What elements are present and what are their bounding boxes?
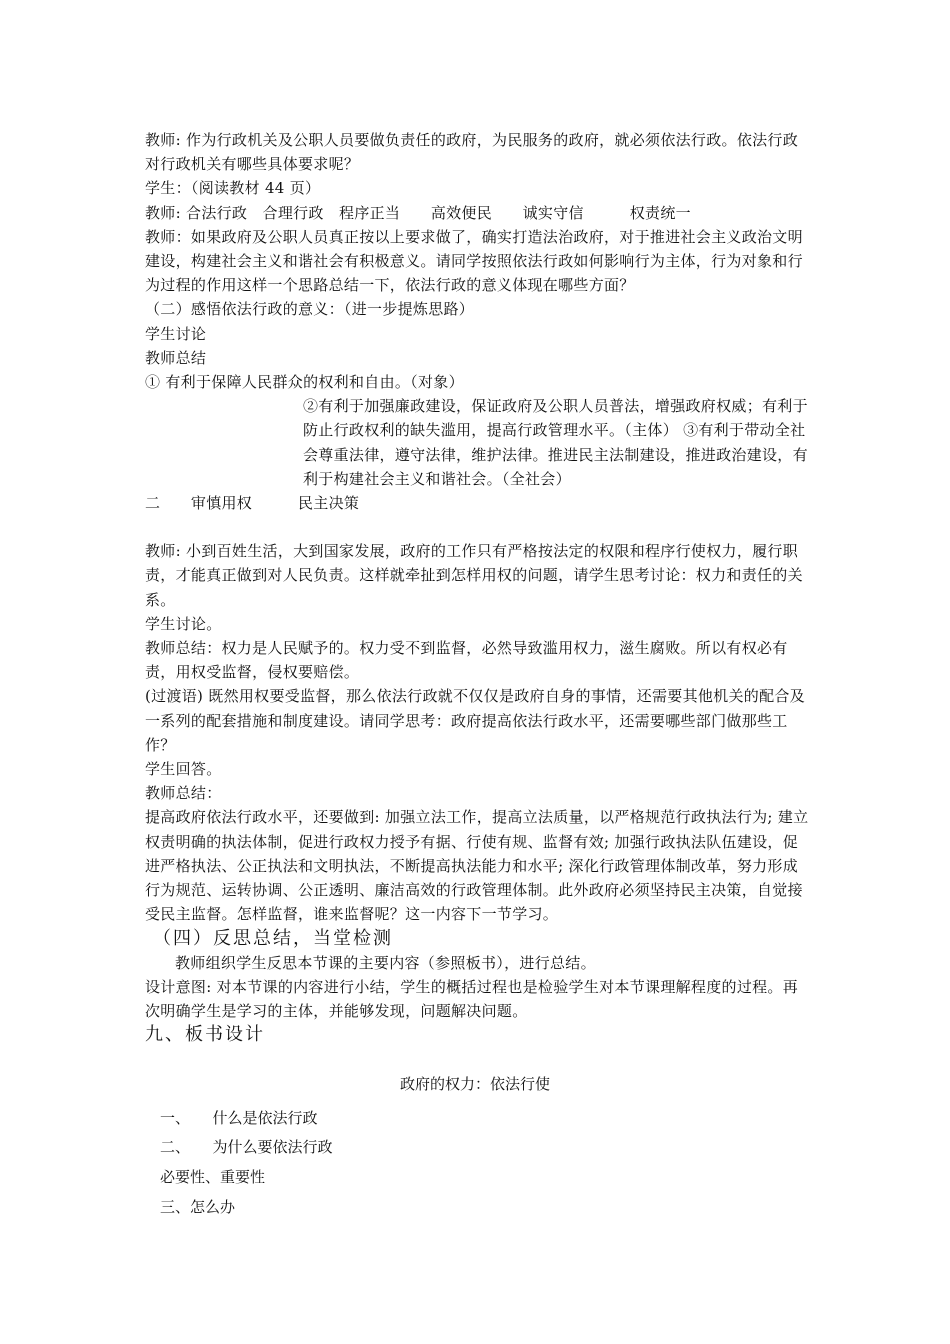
blank-line [145, 515, 810, 539]
paragraph: ②有利于加强廉政建设，保证政府及公职人员普法，增强政府权威；有利于防止行政权利的缺失滥用，提高行政管理水平。（主体） ③有利于带动全社会尊重法律，遵守法律，维护法律。推进民主法制建设，推进政治建设，有利于构建社会主义和谐社会。（全社会） [303, 397, 808, 488]
paragraph: 教师总结 [145, 348, 207, 367]
subsection-heading: （二）感悟依法行政的意义：（进一步提炼思路） [145, 300, 475, 319]
paragraph: 学生：（阅读教材 44 页） [145, 179, 321, 198]
paragraph: 教师组织学生反思本节课的主要内容（参照板书），进行总结。 [175, 953, 596, 972]
board-item: 三、怎么办 [160, 1198, 236, 1216]
paragraph: 学生讨论。 [145, 614, 222, 633]
section-heading: （四）反思总结，当堂检测 [153, 927, 393, 949]
board-item: 一、 什么是依法行政 [160, 1109, 318, 1127]
paragraph: 提高政府依法行政水平，还要做到: 加强立法工作，提高立法质量，以严格规范行政执法行为; 建立权责明确的执法体制，促进行政权力授予有据、行使有规、监督有效; 加强行政执法队伍建设，促进严格执法、公正执法和文明执法，不断提高执法能力和水平; 深化行政管理体制改革，努力形成行为规范、运转协调、公正透明、廉洁高效的行政管理体制。此外政府必须坚持民主决策，自觉接受民主监督。怎样监督，谁来监督呢？这一内容下一节学习。 [145, 808, 809, 924]
section-heading: 九、板书设计 [145, 1024, 265, 1046]
board-title: 政府的权力：依法行使 [399, 1075, 550, 1093]
paragraph: 教师: 合法行政 合理行政 程序正当 高效便民 诚实守信 权责统一 [145, 203, 691, 222]
paragraph: 教师总结： [145, 784, 222, 803]
board-item: 二、 为什么要依法行政 [160, 1138, 333, 1156]
paragraph: 学生讨论 [145, 324, 207, 343]
board-item: 必要性、重要性 [160, 1168, 266, 1186]
paragraph: 教师总结：权力是人民赋予的。权力受不到监督，必然导致滥用权力，滋生腐败。所以有权必有责，用权受监督，侵权要赔偿。 [145, 639, 788, 682]
paragraph: ① 有利于保障人民群众的权利和自由。（对象） [145, 373, 464, 392]
paragraph: 教师: 小到百姓生活，大到国家发展，政府的工作只有严格按法定的权限和程序行使权力，履行职责，才能真正做到对人民负责。这样就牵扯到怎样用权的问题，请学生思考讨论：权力和责任的关系。 [145, 542, 803, 609]
subsection-heading: 二 审慎用权 民主决策 [145, 494, 360, 513]
paragraph: 教师：如果政府及公职人员真正按以上要求做了，确实打造法治政府，对于推进社会主义政治文明建设，构建社会主义和谐社会有积极意义。请同学按照依法行政如何影响行为主体，行为对象和行为过程的作用这样一个思路总结一下，依法行政的意义体现在哪些方面？ [145, 227, 803, 295]
paragraph: (过渡语) 既然用权要受监督，那么依法行政就不仅仅是政府自身的事情，还需要其他机关的配合及一系列的配套措施和制度建设。请同学思考：政府提高依法行政水平，还需要哪些部门做那些工作？ [145, 687, 805, 754]
paragraph: 学生回答。 [145, 760, 222, 779]
paragraph: 教师: 作为行政机关及公职人员要做负责任的政府，为民服务的政府，就必须依法行政。依法行政对行政机关有哪些具体要求呢？ [145, 131, 799, 174]
lesson-body [145, 128, 810, 1047]
paragraph: 设计意图: 对本节课的内容进行小结，学生的概括过程也是检验学生对本节课理解程度的过程。再次明确学生是学习的主体，并能够发现，问题解决问题。 [145, 977, 799, 1020]
